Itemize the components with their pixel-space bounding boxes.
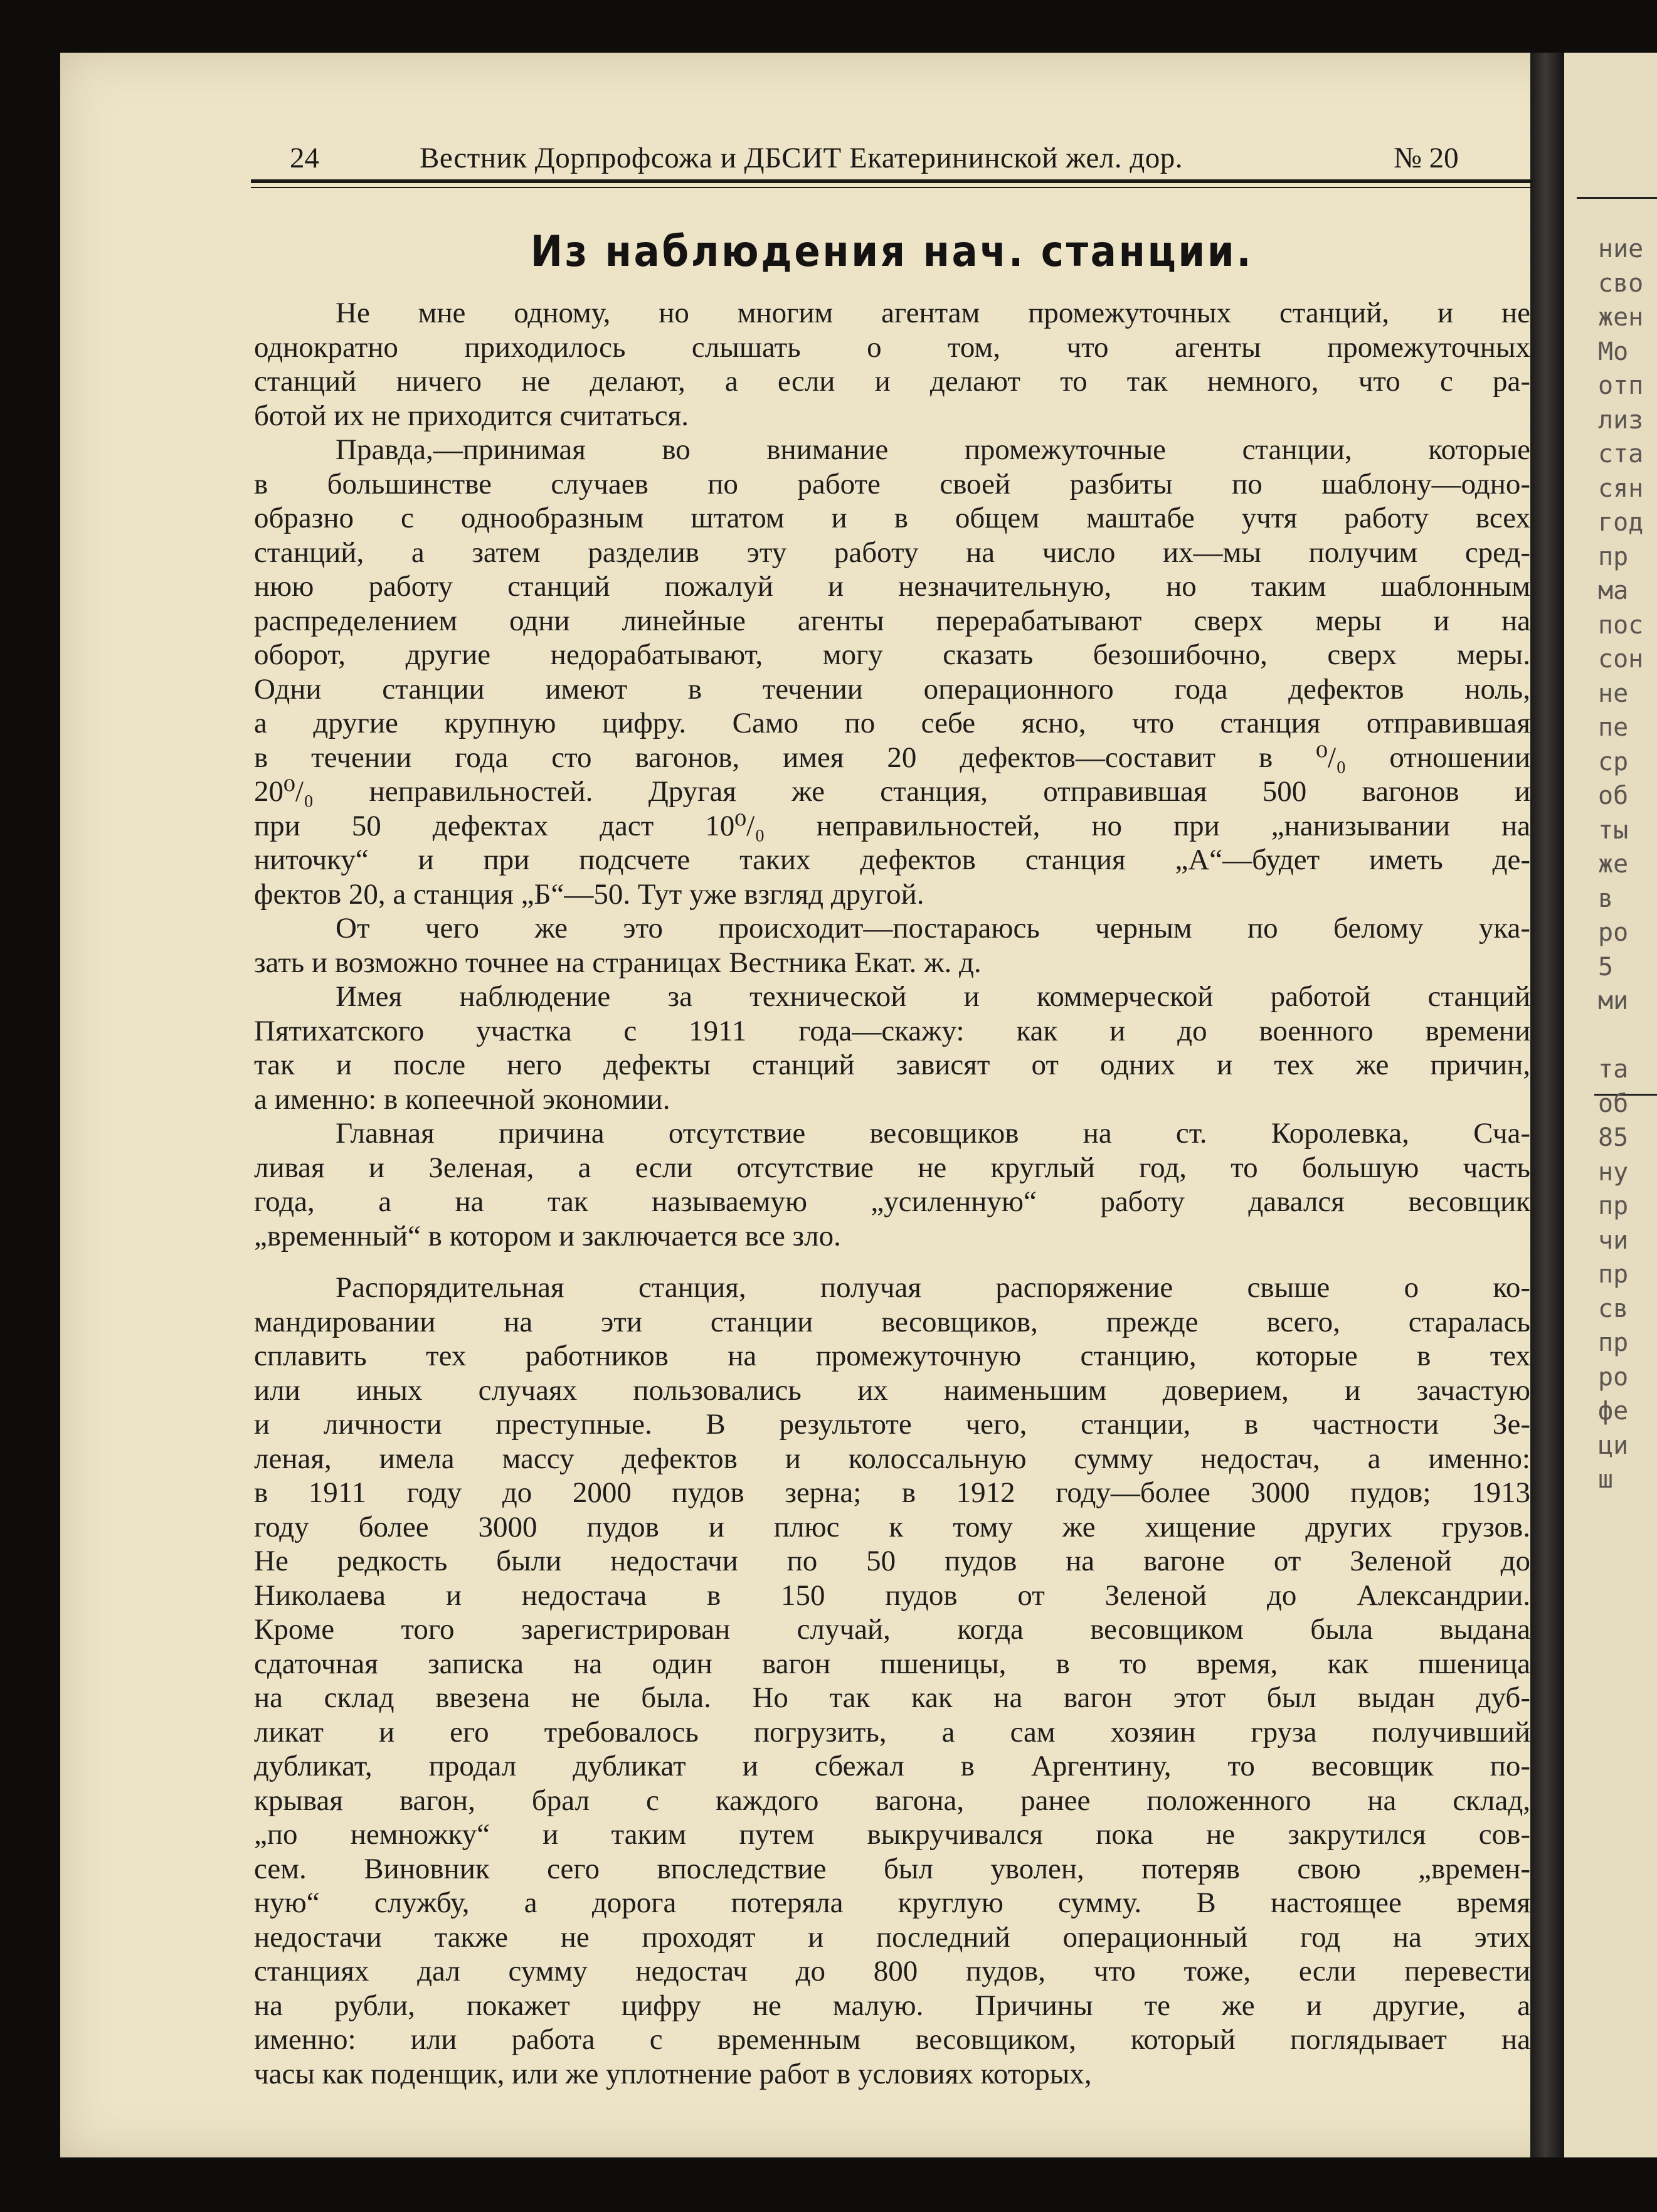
text-line: и личности преступные. В результоте чего, станции, в частности Зе- [254, 1408, 1530, 1441]
text-line: леная, имела массу дефектов и колоссальную сумму недостач, а именно: [254, 1442, 1530, 1475]
text-line: ливая и Зеленая, а если отсутствие не круглый год, то большую часть [254, 1151, 1530, 1184]
text-line: станций ничего не делают, а если и делают то так немного, что с ра- [254, 365, 1530, 398]
text-line: сдаточная записка на один вагон пшеницы, в то время, как пшеница [254, 1647, 1530, 1680]
text-line: именно: или работа с временным весовщиком, который поглядывает на [254, 2023, 1530, 2056]
text-line: при 50 дефектах даст 10⁰/₀ неправильностей, но при „нанизывании на [254, 809, 1530, 842]
text-line: Пятихатского участка с 1911 года—скажу: как и до военного времени [254, 1014, 1530, 1047]
text-line: на рубли, покажет цифру не малую. Причины те же и другие, а [254, 1989, 1530, 2022]
text-line: „по немножку“ и таким путем выкручивался пока не закрутился сов- [254, 1818, 1530, 1851]
book-binding-gutter [1530, 53, 1564, 2157]
facing-page-text: ние сво жен Мо отп лиз ста сян год пр ма пос сон не пе ср об ты же в ро 5 ми та об 85 ну пр чи пр св пр ро фе ци ш [1598, 235, 1644, 1494]
text-line: Одни станции имеют в течении операционного года дефектов ноль, [254, 672, 1530, 706]
text-line: ную“ службу, а дорога потеряла круглую сумму. В настоящее время [254, 1887, 1530, 1919]
text-line: Не редкость были недостачи по 50 пудов на вагоне от Зеленой до [254, 1545, 1530, 1577]
text-line: образно с однообразным штатом и в общем маштабе учтя работу всех [254, 502, 1530, 534]
text-line: оборот, другие недорабатывают, могу сказать безошибочно, сверх меры. [254, 638, 1530, 671]
text-line: станциях дал сумму недостач до 800 пудов, что тоже, если перевести [254, 1955, 1530, 1987]
text-line: Главная причина отсутствие весовщиков на ст. Королевка, Сча- [336, 1117, 1530, 1150]
page-number: 24 [290, 142, 319, 174]
text-line: распределением одни линейные агенты перерабатывают сверх меры и на [254, 604, 1530, 637]
article-body [254, 296, 1530, 2091]
text-line: ботой их не приходится считаться. [254, 399, 689, 432]
text-line: или иных случаях пользовались их наименьшим доверием, и зачастую [254, 1373, 1530, 1407]
paragraph-gap [254, 1253, 1530, 1271]
text-line: года, а на так называемую „усиленную“ работу давался весовщик [254, 1185, 1530, 1218]
text-line: сем. Виновник сего впоследствие был уволен, потеряв свою „времен- [254, 1852, 1530, 1885]
text-line: Имея наблюдение за технической и коммерческой работой станций [336, 980, 1530, 1013]
text-line: часы как поденщик, или же уплотнение работ в условиях которых, [254, 2057, 1092, 2090]
text-line: От чего же это происходит—постараюсь черным по белому ука- [336, 912, 1530, 945]
article-title: Из наблюдения нач. станции. [530, 227, 1254, 277]
text-line: крывая вагон, брал с каждого вагона, ранее положенного на склад, [254, 1784, 1530, 1817]
facing-page-header-rule [1577, 197, 1657, 199]
text-line: станций, а затем разделив эту работу на число их—мы получим сред- [254, 536, 1530, 569]
issue-number: № 20 [1394, 142, 1459, 174]
text-line: сплавить тех работников на промежуточную станцию, которые в тех [254, 1340, 1530, 1372]
text-line: нюю работу станций пожалуй и незначительную, но таким шаблонным [254, 570, 1530, 603]
header-rule-thick [251, 179, 1533, 183]
text-line: „временный“ в котором и заключается все зло. [254, 1219, 841, 1252]
text-line: ниточку“ и при подсчете таких дефектов станция „А“—будет иметь де- [254, 844, 1530, 876]
text-line: 20⁰/₀ неправильностей. Другая же станция, отправившая 500 вагонов и [254, 775, 1530, 808]
text-line: фектов 20, а станция „Б“—50. Тут уже взгляд другой. [254, 877, 924, 911]
text-line: недостачи также не проходят и последний операционный год на этих [254, 1920, 1530, 1954]
text-line: в большинстве случаев по работе своей разбиты по шаблону—одно- [254, 467, 1530, 500]
text-line: зать и возможно точнее на страницах Вестника Екат. ж. д. [254, 946, 982, 979]
text-line: дубликат, продал дубликат и сбежал в Аргентину, то весовщик по- [254, 1750, 1530, 1782]
facing-page-edge [1564, 53, 1657, 2157]
text-line: Не мне одному, но многим агентам промежуточных станций, и не [336, 297, 1530, 329]
text-line: Кроме того зарегистрирован случай, когда весовщиком была выдана [254, 1613, 1530, 1646]
text-line: ликат и его требовалось погрузить, а сам хозяин груза получивший [254, 1715, 1530, 1749]
text-line: так и после него дефекты станций зависят от одних и тех же причин, [254, 1049, 1530, 1081]
text-line: а другие крупную цифру. Само по себе ясно, что станция отправившая [254, 707, 1530, 739]
header-rule-thin [251, 187, 1533, 188]
text-line: в течении года сто вагонов, имея 20 дефектов—составит в ⁰/₀ отношении [254, 741, 1530, 774]
text-line: однократно приходилось слышать о том, что агенты промежуточных [254, 331, 1530, 364]
text-line: мандировании на эти станции весовщиков, прежде всего, старалась [254, 1305, 1530, 1338]
text-line: году более 3000 пудов и плюс к тому же хищение других грузов. [254, 1510, 1530, 1543]
text-line: Правда,—принимая во внимание промежуточные станции, которые [336, 433, 1530, 466]
text-line: в 1911 году до 2000 пудов зерна; в 1912 году—более 3000 пудов; 1913 [254, 1476, 1530, 1509]
running-header [251, 141, 1533, 179]
journal-title: Вестник Дорпрофсожа и ДБСИТ Екатерининской жел. дор. [420, 142, 1183, 174]
text-line: а именно: в копеечной экономии. [254, 1082, 670, 1116]
text-line: Распорядительная станция, получая распоряжение свыше о ко- [336, 1271, 1530, 1304]
text-line: на склад ввезена не была. Но так как на вагон этот был выдан дуб- [254, 1681, 1530, 1714]
text-line: Николаева и недостача в 150 пудов от Зеленой до Александрии. [254, 1579, 1530, 1612]
